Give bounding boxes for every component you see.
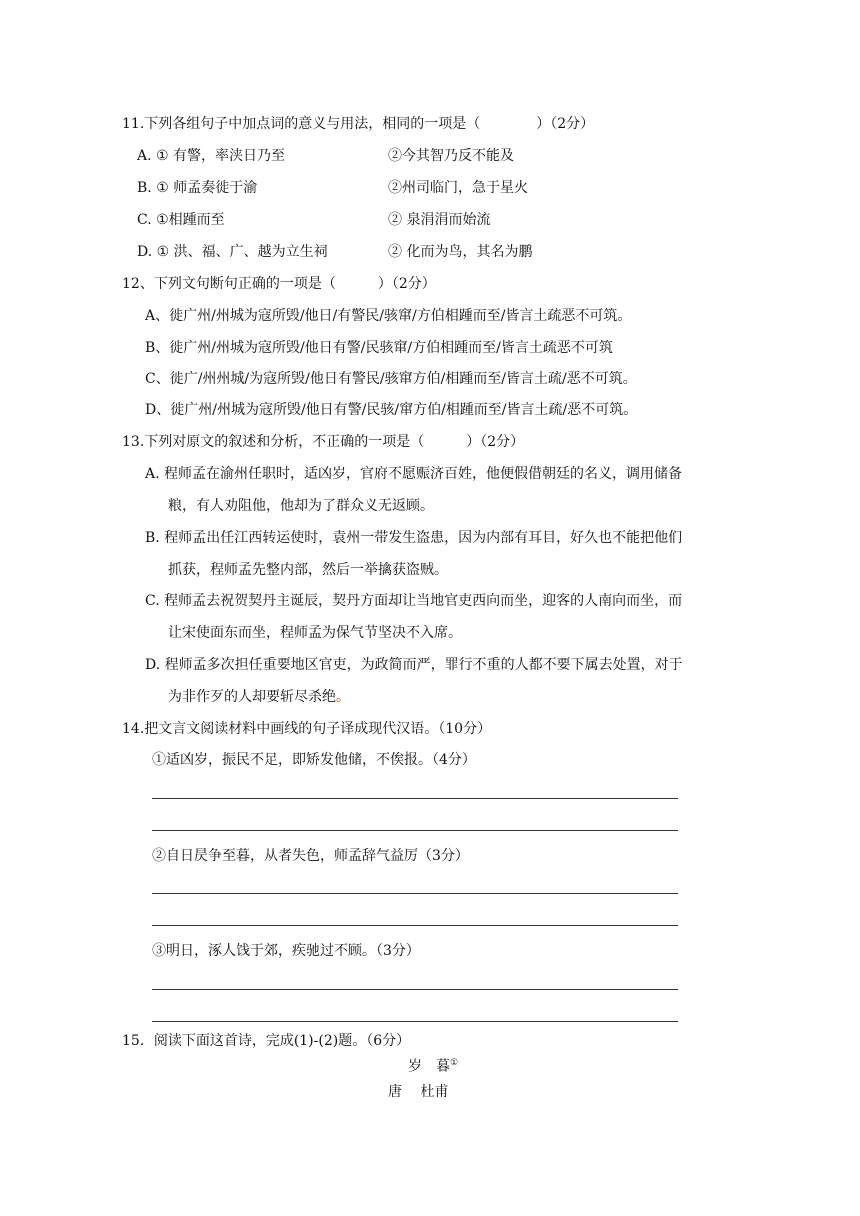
q12-stem: 12、下列文句断句正确的一项是（ ）（2分）	[122, 276, 436, 292]
q11-option-b-right: ②州司临门，急于星火	[388, 180, 528, 196]
q12-option-a: A、徙广州/州城为寇所毁/他日/有警民/骇窜/方伯相踵而至/皆言土疏恶不可筑。	[145, 308, 632, 324]
q13-option-d-line2-text: 为非作歹的人却要斩尽杀绝	[168, 689, 336, 705]
q13-option-c-line2: 让宋使面东而坐，程师孟为保气节坚决不入席。	[168, 625, 462, 641]
answer-line[interactable]	[152, 989, 678, 990]
q14-item-3: ③明日，涿人饯于郊，疾驰过不顾。（3分）	[152, 943, 420, 959]
q11-stem: 11.下列各组句子中加点词的意义与用法，相同的一项是（ ）（2分）	[122, 116, 595, 132]
answer-line[interactable]	[152, 925, 678, 926]
answer-line[interactable]	[152, 893, 678, 894]
q14-item-2: ②自日昃争至暮，从者失色，师孟辞气益厉（3分）	[152, 848, 469, 864]
q12-option-c: C、徙广/州州城/为寇所毁/他日有警民/骇窜方伯/相踵而至/皆言土疏/恶不可筑。	[145, 371, 637, 387]
q13-stem: 13.下列对原文的叙述和分析，不正确的一项是（ ）（2分）	[122, 434, 525, 450]
q13-option-b-line1: B. 程师孟出任江西转运使时，袁州一带发生盗患，因为内部有耳目，好久也不能把他们	[145, 530, 683, 546]
q15-stem: 15．阅读下面这首诗，完成(1)-(2)题。（6分）	[122, 1033, 411, 1049]
q13-option-d-line1: D. 程师孟多次担任重要地区官吏，为政简而严，罪行不重的人都不要下属去处置，对于	[145, 657, 683, 673]
q12-option-b: B、徙广州/州城为寇所毁/他日有警/民骇窜/方伯相踵而至/皆言土疏恶不可筑	[145, 340, 613, 356]
poem-author: 唐 杜甫	[388, 1084, 449, 1100]
q11-option-b-left: B. ① 师孟奏徙于渝	[137, 180, 258, 196]
q11-option-a-left: A. ① 有警，率浃日乃至	[137, 148, 286, 164]
q13-option-a-line1: A. 程师孟在渝州任职时，适凶岁，官府不愿赈济百姓，他便假借朝廷的名义，调用储备	[145, 466, 683, 482]
q13-option-d-line2	[168, 687, 350, 707]
q14-item-1: ①适凶岁，振民不足，即矫发他储，不俟报。（4分）	[152, 752, 476, 768]
q13-option-d-red-mark: 。	[336, 689, 350, 705]
poem-footnote-mark: ①	[450, 1058, 459, 1068]
q13-option-a-line2: 粮，有人劝阻他，他却为了群众义无返顾。	[168, 498, 434, 514]
q11-option-c-left: C. ①相踵而至	[137, 212, 225, 228]
q12-option-d: D、徙广州/州城为寇所毁/他日有警/民骇/窜方伯/相踵而至/皆言土疏/恶不可筑。	[145, 402, 638, 418]
answer-line[interactable]	[152, 830, 678, 831]
q11-option-d-right: ② 化而为鸟，其名为鹏	[388, 244, 533, 260]
q11-option-d-left: D. ① 洪、福、广、越为立生祠	[137, 244, 328, 260]
q13-option-b-line2: 抓获，程师孟先整内部，然后一举擒获盗贼。	[168, 562, 448, 578]
q13-option-c-line1: C. 程师孟去祝贺契丹主诞辰，契丹方面却让当地官吏西向而坐，迎客的人南向而坐，而	[145, 593, 683, 609]
poem-title	[408, 1053, 458, 1077]
q14-stem: 14.把文言文阅读材料中画线的句子译成现代汉语。（10分）	[122, 721, 492, 737]
answer-line[interactable]	[152, 798, 678, 799]
answer-line[interactable]	[152, 1021, 678, 1022]
q11-option-c-right: ② 泉涓涓而始流	[388, 212, 491, 228]
q11-option-a-right: ②今其智乃反不能及	[388, 148, 514, 164]
poem-title-text: 岁 暮	[408, 1058, 450, 1075]
